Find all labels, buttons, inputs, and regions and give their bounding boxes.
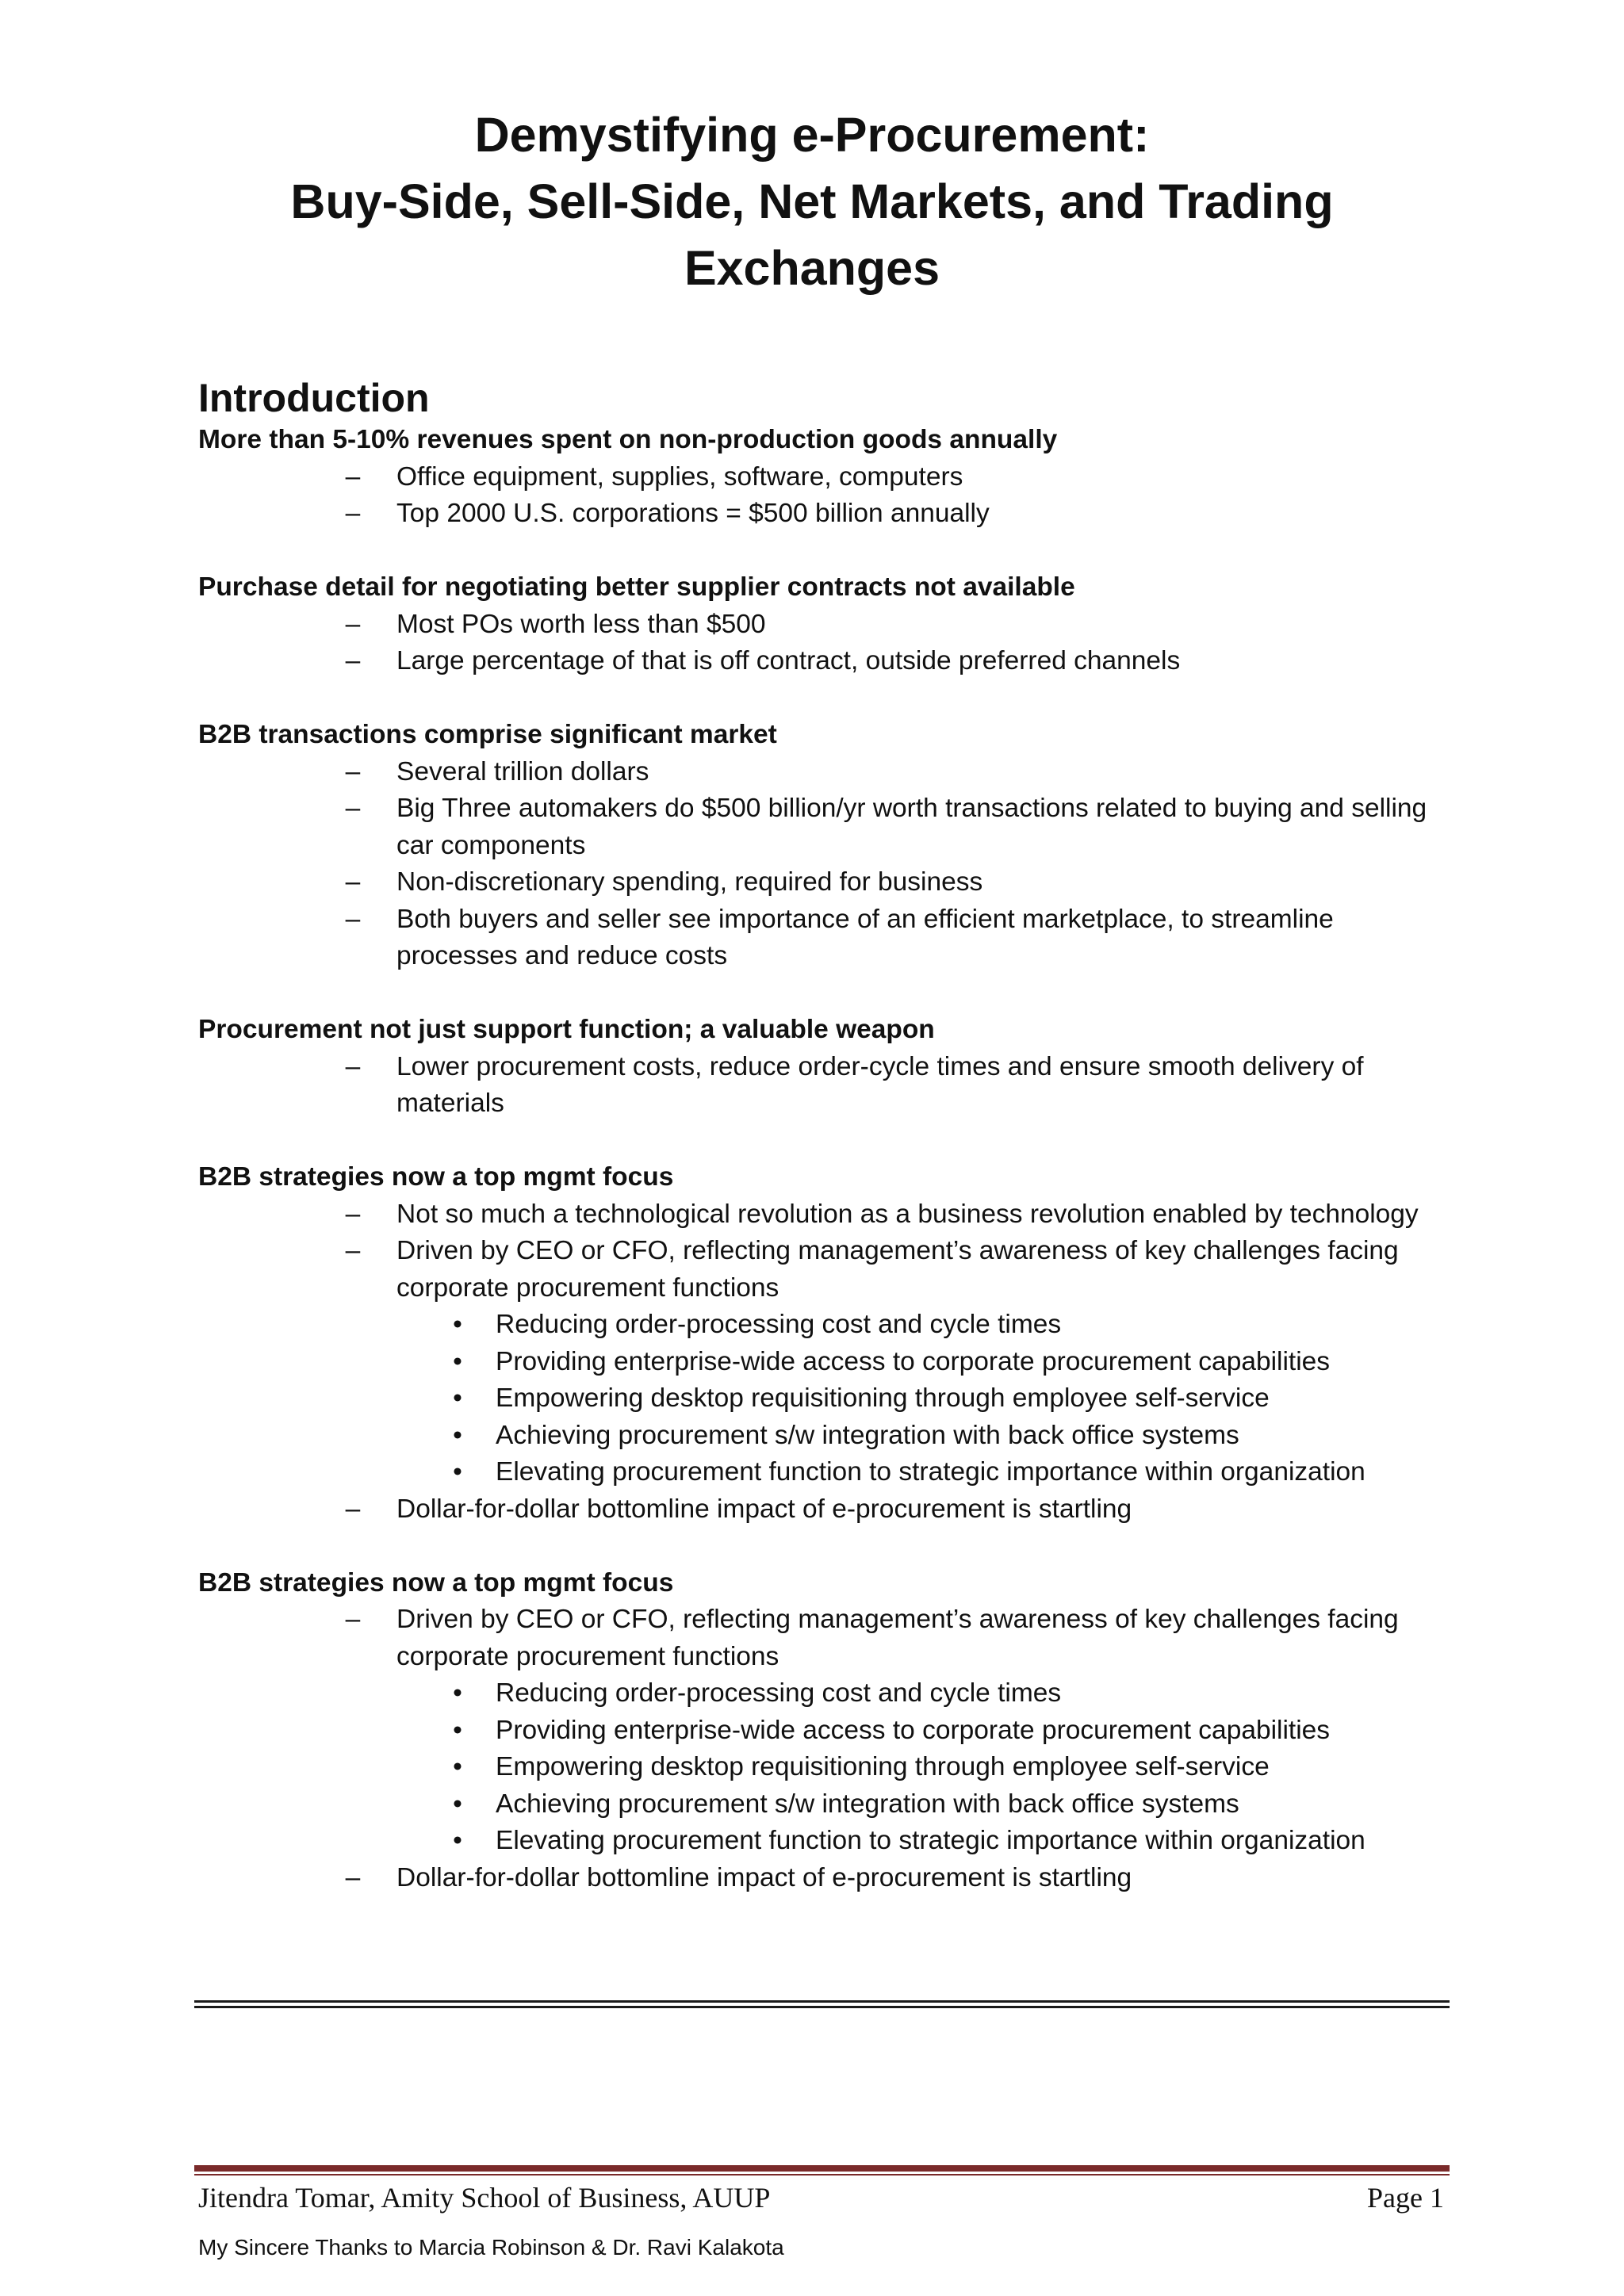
content-section bbox=[198, 1012, 1451, 1123]
dash-marker: – bbox=[345, 1862, 361, 1892]
dash-list-item bbox=[198, 754, 1451, 791]
dash-item-text: Top 2000 U.S. corporations = $500 billion annually bbox=[396, 499, 990, 528]
bullet-list-item bbox=[198, 1823, 1451, 1860]
separator-rule bbox=[194, 2000, 1450, 2003]
bullet-marker: • bbox=[453, 1678, 462, 1708]
dash-marker: – bbox=[345, 461, 361, 492]
dash-list-item bbox=[198, 1491, 1451, 1529]
bullet-item-text: Providing enterprise-wide access to corporate procurement capabilities bbox=[496, 1715, 1331, 1745]
bullet-marker: • bbox=[453, 1457, 462, 1487]
bullet-item-text: Elevating procurement function to strategic importance within organization bbox=[496, 1457, 1365, 1487]
dash-item-text: Non-discretionary spending, required for business bbox=[396, 867, 983, 897]
dash-marker: – bbox=[345, 1494, 361, 1524]
bullet-marker: • bbox=[453, 1715, 462, 1745]
section-heading-introduction: Introduction bbox=[198, 376, 430, 420]
bullet-marker: • bbox=[453, 1789, 462, 1819]
bullet-list-item bbox=[198, 1380, 1451, 1418]
title-line-3: Exchanges bbox=[684, 241, 940, 295]
bullet-item-text: Empowering desktop requisitioning through employee self-service bbox=[496, 1752, 1270, 1781]
dash-item-text: Not so much a technological revolution as a business revolution enabled by technology bbox=[396, 1199, 1419, 1229]
dash-marker: – bbox=[345, 1199, 361, 1229]
separator-rule bbox=[194, 2006, 1450, 2008]
bullet-marker: • bbox=[453, 1752, 462, 1781]
title-line-1: Demystifying e-Procurement: bbox=[474, 108, 1150, 162]
dash-list-item bbox=[198, 790, 1451, 864]
document-body bbox=[198, 374, 1451, 1934]
dash-item-text: Office equipment, supplies, software, computers bbox=[396, 461, 963, 492]
dash-list-item bbox=[198, 864, 1451, 901]
section-subheading: B2B strategies now a top mgmt focus bbox=[198, 1567, 674, 1598]
dash-item-text: Most POs worth less than $500 bbox=[396, 609, 766, 639]
footer-author: Jitendra Tomar, Amity School of Business, AUUP bbox=[198, 2182, 771, 2214]
bullet-marker: • bbox=[453, 1310, 462, 1339]
content-section bbox=[198, 1159, 1451, 1528]
section-subheading: Procurement not just support function; a valuable weapon bbox=[198, 1015, 935, 1044]
page-number: Page 1 bbox=[1367, 2182, 1444, 2214]
bullet-list-item bbox=[198, 1344, 1451, 1381]
dash-marker: – bbox=[345, 1051, 361, 1081]
dash-list-item bbox=[198, 1049, 1451, 1123]
bullet-marker: • bbox=[453, 1420, 462, 1450]
section-subheading: More than 5-10% revenues spent on non-production goods annually bbox=[198, 425, 1058, 454]
bullet-item-text: Reducing order-processing cost and cycle times bbox=[496, 1310, 1062, 1339]
dash-marker: – bbox=[345, 499, 361, 528]
dash-list-item bbox=[198, 459, 1451, 496]
dash-list-item bbox=[198, 901, 1451, 975]
dash-list-item bbox=[198, 1860, 1451, 1897]
dash-list-item bbox=[198, 1196, 1451, 1234]
bullet-item-text: Achieving procurement s/w integration with back office systems bbox=[496, 1789, 1239, 1819]
content-section bbox=[198, 569, 1451, 680]
bullet-item-text: Achieving procurement s/w integration with back office systems bbox=[496, 1420, 1239, 1450]
bullet-item-text: Elevating procurement function to strategic importance within organization bbox=[496, 1826, 1365, 1855]
dash-item-text: Both buyers and seller see importance of an efficient marketplace, to streamline processes and reduce costs bbox=[396, 904, 1334, 970]
dash-list-item bbox=[198, 1233, 1451, 1307]
bullet-list-item bbox=[198, 1712, 1451, 1750]
bullet-marker: • bbox=[453, 1826, 462, 1855]
bullet-item-text: Empowering desktop requisitioning through employee self-service bbox=[496, 1383, 1270, 1413]
bullet-list-item bbox=[198, 1418, 1451, 1455]
document-title bbox=[0, 101, 1624, 301]
dash-item-text: Big Three automakers do $500 billion/yr worth transactions related to buying and selling car components bbox=[396, 794, 1427, 860]
dash-item-text: Several trillion dollars bbox=[396, 756, 649, 786]
bullet-list-item bbox=[198, 1749, 1451, 1786]
bullet-list-item bbox=[198, 1786, 1451, 1823]
dash-item-text: Driven by CEO or CFO, reflecting management’s awareness of key challenges facing corporate procurement functions bbox=[396, 1605, 1399, 1671]
dash-list-item bbox=[198, 607, 1451, 644]
bullet-marker: • bbox=[453, 1383, 462, 1413]
content-section bbox=[198, 717, 1451, 975]
dash-item-text: Driven by CEO or CFO, reflecting management’s awareness of key challenges facing corporate procurement functions bbox=[396, 1236, 1399, 1303]
dash-marker: – bbox=[345, 646, 361, 675]
bullet-item-text: Reducing order-processing cost and cycle times bbox=[496, 1678, 1062, 1708]
bullet-marker: • bbox=[453, 1346, 462, 1376]
section-subheading: B2B strategies now a top mgmt focus bbox=[198, 1162, 674, 1192]
dash-marker: – bbox=[345, 904, 361, 934]
title-line-2: Buy-Side, Sell-Side, Net Markets, and Trading bbox=[290, 174, 1334, 228]
section-subheading: Purchase detail for negotiating better supplier contracts not available bbox=[198, 572, 1075, 602]
dash-item-text: Dollar-for-dollar bottomline impact of e-procurement is startling bbox=[396, 1494, 1132, 1524]
footer-rule bbox=[194, 2174, 1450, 2175]
section-subheading: B2B transactions comprise significant market bbox=[198, 720, 777, 749]
dash-marker: – bbox=[345, 867, 361, 897]
bullet-list-item bbox=[198, 1675, 1451, 1712]
section-list bbox=[198, 422, 1451, 1896]
content-section bbox=[198, 1565, 1451, 1897]
dash-marker: – bbox=[345, 756, 361, 786]
dash-list-item bbox=[198, 643, 1451, 680]
footer-acknowledgement: My Sincere Thanks to Marcia Robinson & Dr. Ravi Kalakota bbox=[198, 2235, 784, 2260]
dash-item-text: Dollar-for-dollar bottomline impact of e-procurement is startling bbox=[396, 1862, 1132, 1892]
bullet-item-text: Providing enterprise-wide access to corporate procurement capabilities bbox=[496, 1346, 1331, 1376]
dash-item-text: Large percentage of that is off contract, outside preferred channels bbox=[396, 646, 1181, 675]
dash-item-text: Lower procurement costs, reduce order-cycle times and ensure smooth delivery of materials bbox=[396, 1051, 1364, 1118]
footer-rule bbox=[194, 2165, 1450, 2172]
dash-marker: – bbox=[345, 1605, 361, 1634]
content-section bbox=[198, 422, 1451, 533]
dash-marker: – bbox=[345, 1236, 361, 1265]
bullet-list-item bbox=[198, 1454, 1451, 1491]
dash-marker: – bbox=[345, 794, 361, 823]
dash-list-item bbox=[198, 496, 1451, 533]
bullet-list-item bbox=[198, 1307, 1451, 1344]
dash-marker: – bbox=[345, 609, 361, 639]
dash-list-item bbox=[198, 1601, 1451, 1675]
